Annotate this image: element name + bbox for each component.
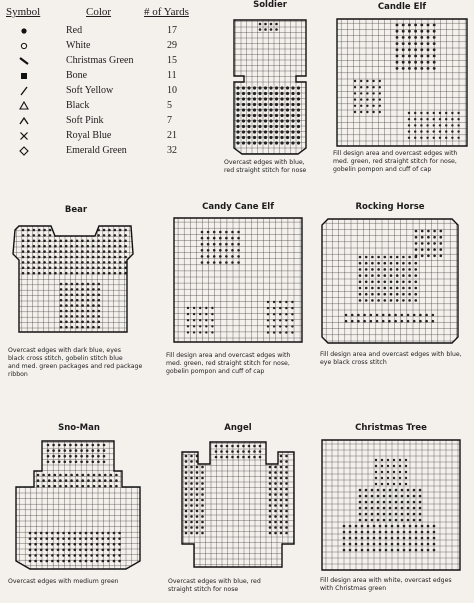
legend-color: Royal Blue [66, 130, 112, 141]
candy-cane-elf-caption: Fill design area and overcast edges with med. green, red straight stitch for nose, gobelin pompon and cuff of cap [166, 352, 291, 375]
legend-row [4, 145, 194, 157]
sno-man-title: Sno-Man [58, 423, 100, 433]
soldier-caption: Overcast edges with blue, red straight stitch for nose [224, 159, 307, 174]
candy-cane-elf-title: Candy Cane Elf [202, 202, 274, 212]
soldier-title: Soldier [253, 0, 287, 10]
soldier-chart [230, 16, 310, 156]
rocking-horse-title: Rocking Horse [355, 202, 425, 212]
angel-caption: Overcast edges with blue, red straight stitch for nose [168, 578, 261, 593]
legend-color: White [66, 40, 91, 51]
candle-elf-title: Candle Elf [377, 2, 427, 12]
symbol-header: Symbol [6, 6, 41, 18]
legend-row [4, 100, 194, 112]
legend-color: Emerald Green [66, 145, 127, 156]
candy-cane-elf-chart [172, 216, 304, 344]
rocking-horse-chart [320, 217, 460, 345]
filled-square-icon [18, 70, 30, 82]
legend-yards: 32 [167, 145, 177, 156]
legend-yards: 17 [167, 25, 177, 36]
legend-row [4, 130, 194, 142]
bear-title: Bear [64, 205, 88, 215]
angel-chart [178, 438, 298, 569]
legend-row [4, 40, 194, 52]
sno-man-caption: Overcast edges with medium green [8, 578, 119, 585]
open-circle-icon [18, 40, 30, 52]
sno-man-chart [14, 437, 142, 571]
candle-elf-caption: Fill design area and overcast edges with med. green, red straight stitch for nose, gobelin pompon and cuff of cap [333, 150, 458, 173]
open-triangle-icon [18, 100, 30, 112]
legend-row [4, 85, 194, 97]
bear-chart [11, 220, 139, 342]
legend-color: Soft Yellow [66, 85, 114, 96]
legend-color: Bone [66, 70, 88, 81]
x-mark-icon [18, 130, 30, 142]
legend-yards: 15 [167, 55, 177, 66]
angel-title: Angel [224, 423, 252, 433]
yards-header: # of Yards [144, 6, 189, 18]
legend-row [4, 115, 194, 127]
legend-color: Soft Pink [66, 115, 104, 126]
legend-color: Red [66, 25, 83, 36]
legend-row [4, 70, 194, 82]
legend-color: Black [66, 100, 90, 111]
legend-color: Christmas Green [66, 55, 134, 66]
christmas-tree-caption: Fill design area with white, overcast edges with Christmas green [320, 577, 452, 592]
legend-row [4, 25, 194, 37]
legend-yards: 10 [167, 85, 177, 96]
legend-yards: 11 [167, 70, 177, 81]
diagonal-dash-icon [18, 55, 30, 67]
filled-dot-icon [18, 25, 30, 37]
color-header: Color [86, 6, 112, 18]
open-diamond-icon [18, 145, 30, 157]
legend-yards: 29 [167, 40, 177, 51]
legend-yards: 21 [167, 130, 177, 141]
christmas-tree-title: Christmas Tree [355, 423, 427, 433]
rocking-horse-caption: Fill design area and overcast edges with blue, eye black cross stitch [320, 351, 462, 366]
caret-icon [18, 115, 30, 127]
slash-icon [18, 85, 30, 97]
legend-yards: 7 [167, 115, 172, 126]
christmas-tree-chart [320, 438, 462, 572]
bear-caption: Overcast edges with dark blue, eyes black cross stitch, gobelin stitch blue and med. green packages and red package ribbon [8, 347, 143, 378]
candle-elf-chart [335, 17, 469, 148]
legend-row [4, 55, 194, 67]
legend-yards: 5 [167, 100, 172, 111]
